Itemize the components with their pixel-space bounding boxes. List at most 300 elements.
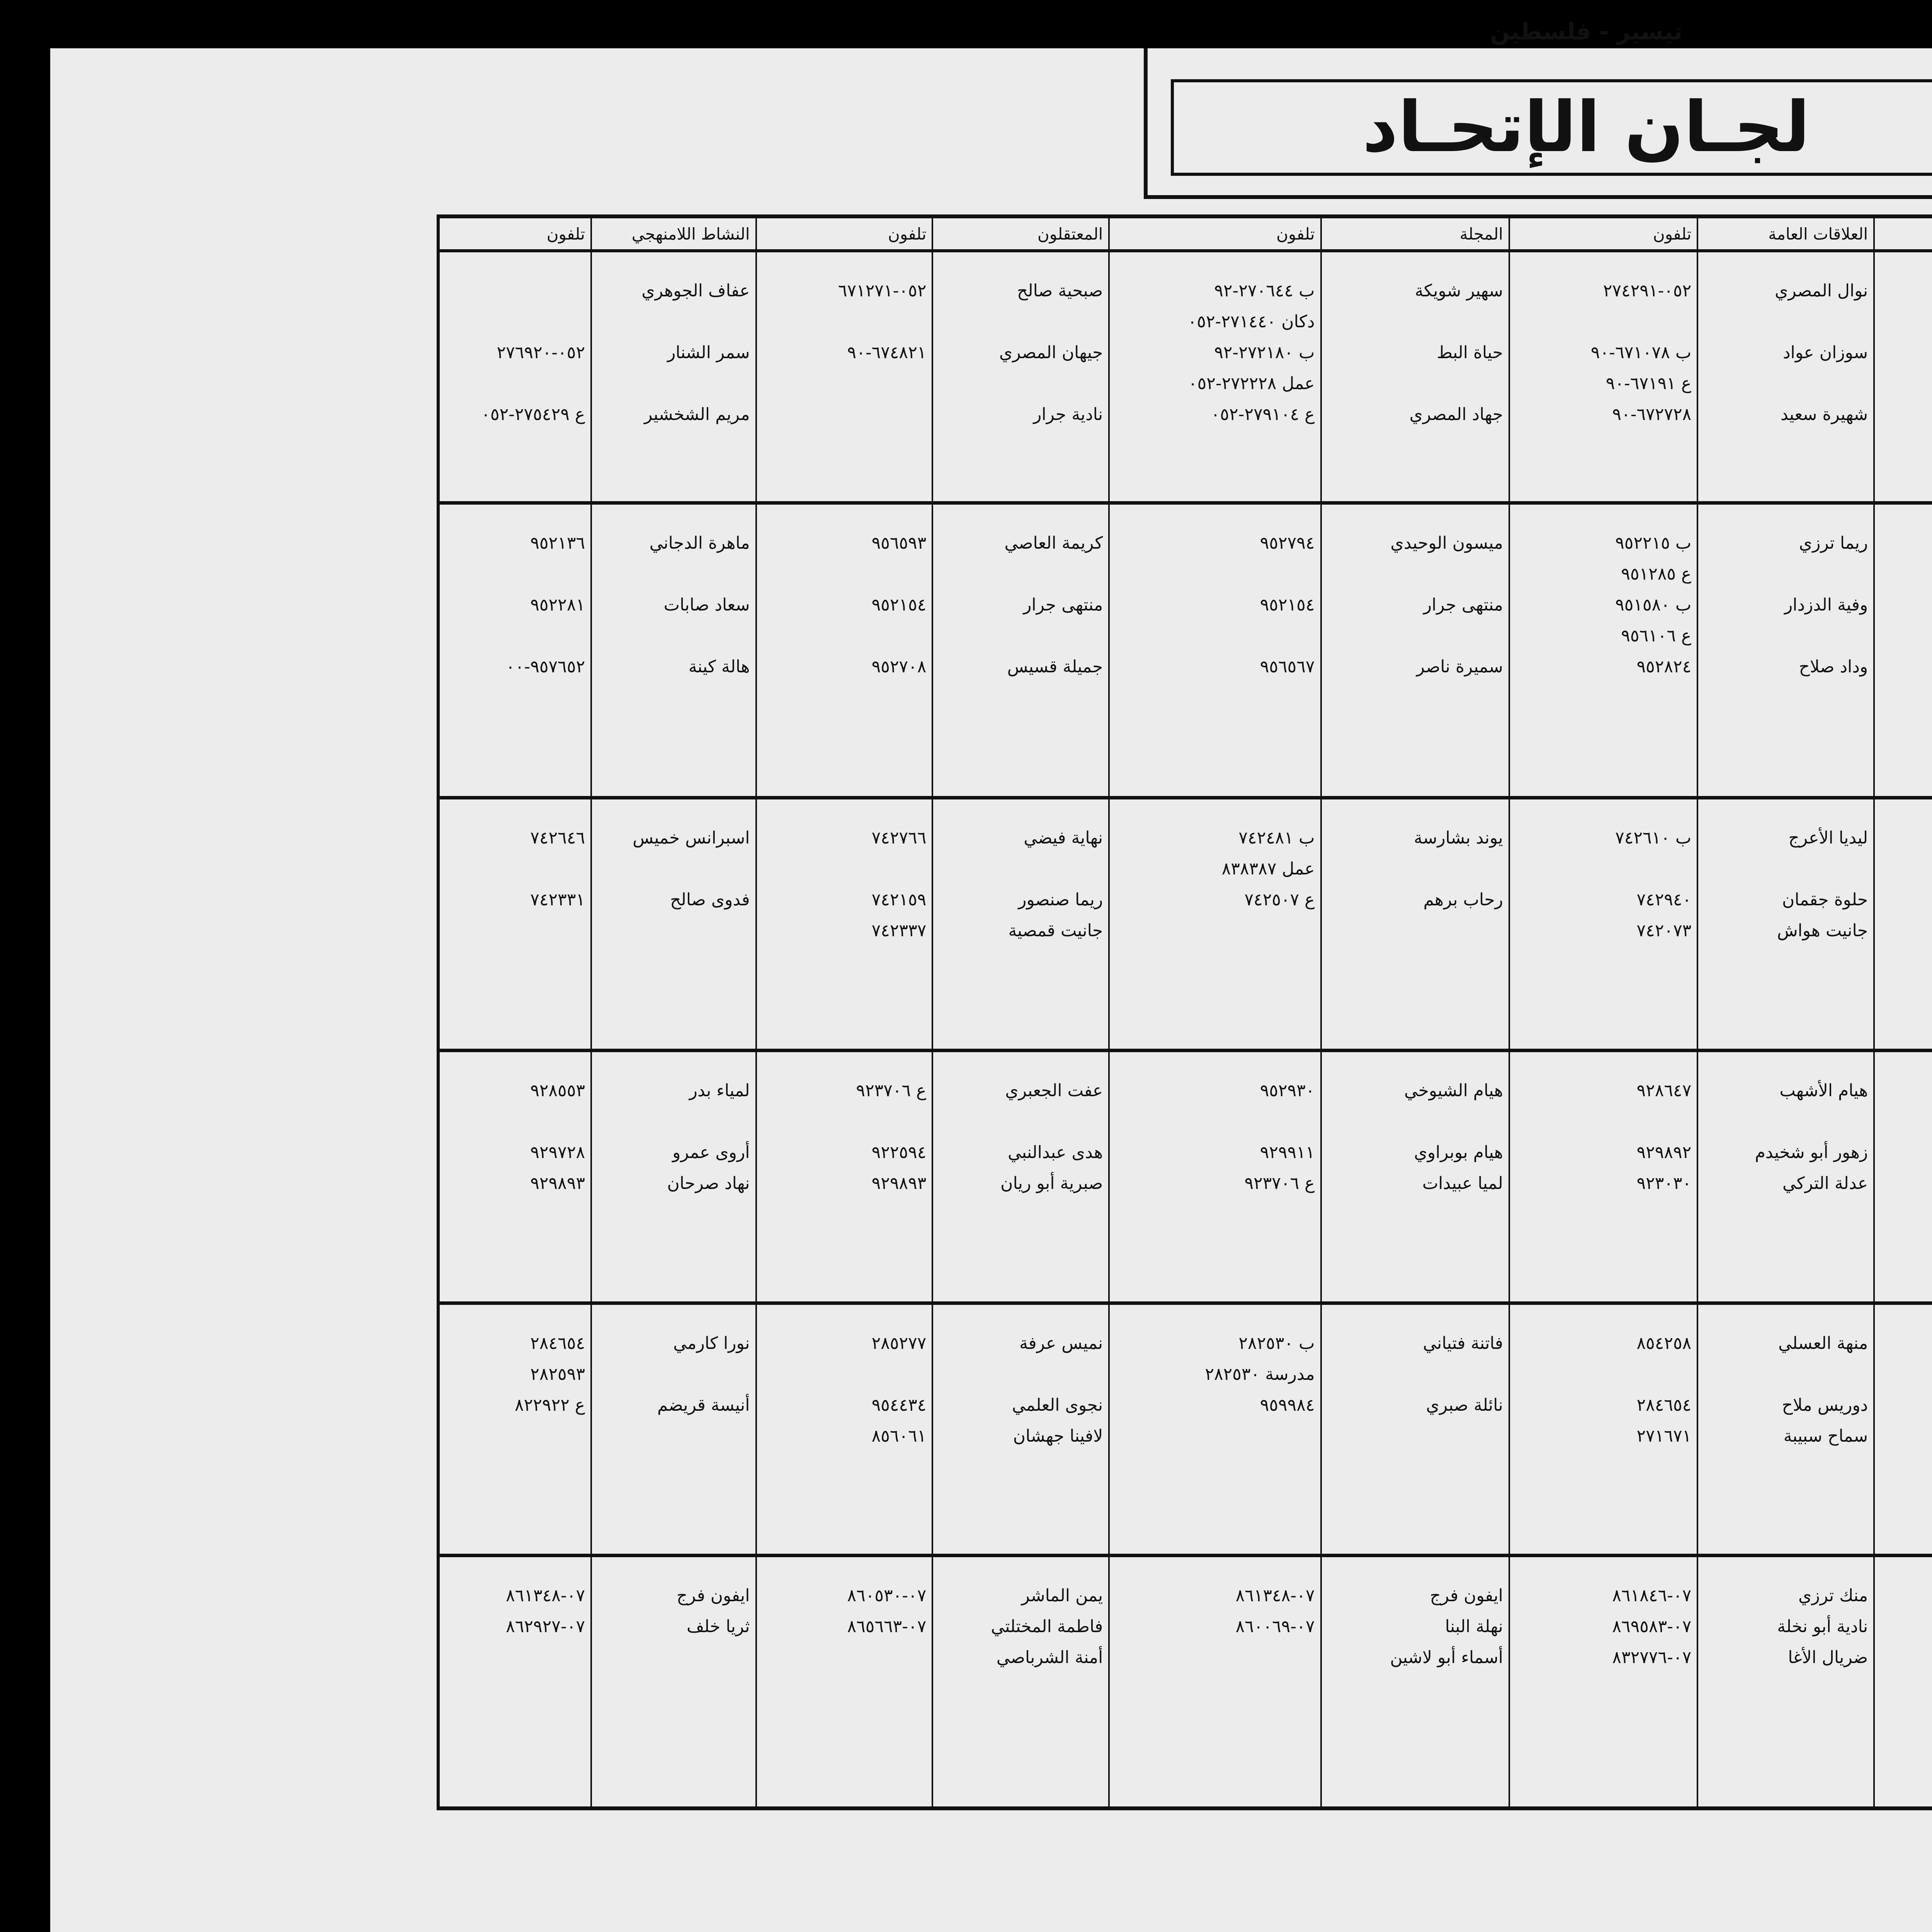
cell-line <box>445 1199 585 1230</box>
cell-line: نورا كارمي <box>673 1333 750 1353</box>
title-subheading: تيسير - فلسطين <box>1490 18 1683 45</box>
cell-line: لمياء بدر <box>689 1080 750 1100</box>
table-cell <box>438 798 591 1051</box>
cell-line: عفاف الجوهري <box>641 281 750 301</box>
cell-line <box>762 1673 927 1704</box>
cell-line: مدرسة ٢٨٢٥٣٠ <box>1205 1364 1315 1384</box>
cell-line: ٩٥٢٧٠٨ <box>871 657 927 677</box>
document-page <box>50 18 1932 1932</box>
cell-line: يوند بشارسة <box>1414 828 1503 848</box>
cell-line: نوال المصري <box>1775 281 1868 301</box>
cell-line: ب ٢٧٠٦٤٤-٩٢ <box>1214 281 1315 301</box>
table-cell <box>756 251 933 503</box>
column-header: تلفون <box>1509 216 1697 251</box>
table-cell <box>591 1556 756 1808</box>
table-cell <box>1321 503 1509 798</box>
cell-line: اسبرانس خميس <box>633 828 750 848</box>
cell-line <box>597 1452 750 1483</box>
cell-line <box>597 368 750 399</box>
cell-line <box>597 1421 750 1452</box>
table-cell <box>591 251 756 503</box>
table-cell <box>1509 1556 1697 1808</box>
cell-line <box>597 1642 750 1673</box>
cell-line <box>1880 682 1932 713</box>
cell-line: ب ٦٧١٠٧٨-٩٠ <box>1590 343 1692 362</box>
cell-line: أنيسة قريضم <box>657 1395 750 1415</box>
table-cell <box>756 798 933 1051</box>
cell-line: ٧٤٢٠٧٣ <box>1636 921 1692 941</box>
cell-line: مريم الشخشير <box>644 405 750 424</box>
cell-line <box>1115 1642 1315 1673</box>
cell-line: جهاد المصري <box>1409 405 1503 424</box>
cell-line <box>1515 306 1691 337</box>
cell-line: ٠٧-٨٦٥٦٦٣ <box>847 1617 927 1637</box>
table-cell <box>1109 1556 1321 1808</box>
cell-line: ٠٧-٨٦١٨٤٦ <box>1612 1586 1692 1606</box>
cell-line: ماهرة الدجاني <box>649 533 750 553</box>
cell-line: وداد صلاح <box>1799 657 1868 677</box>
cell-line: جانيت هواش <box>1777 921 1868 941</box>
table-cell <box>1509 503 1697 798</box>
cell-line <box>1115 621 1315 651</box>
cell-line: فدوى صالح <box>670 890 750 910</box>
cell-line: ع ٢٧٥٤٢٩-٠٥٢ <box>481 405 585 424</box>
cell-line <box>1515 1673 1691 1704</box>
cell-line <box>1880 1075 1932 1106</box>
cell-line <box>762 306 927 337</box>
cell-line <box>1115 1199 1315 1230</box>
cell-line <box>1115 559 1315 590</box>
column-header <box>1874 216 1932 251</box>
cell-line <box>445 1106 585 1137</box>
cell-line: ٦٧٢٧٢٨-٩٠ <box>1612 405 1692 424</box>
table-cell <box>438 251 591 503</box>
cell-line: زهور أبو شخيدم <box>1755 1142 1868 1162</box>
table-cell <box>932 1050 1109 1303</box>
table-cell <box>1697 251 1874 503</box>
cell-line <box>597 1704 750 1735</box>
cell-line: عمل ٢٧٢٢٢٨-٠٥٢ <box>1188 374 1315 393</box>
cell-line: منتهى جرار <box>1023 595 1103 615</box>
cell-line: ٩٥٢٧٩٤ <box>1260 533 1315 553</box>
cell-line <box>939 621 1103 651</box>
cell-line <box>445 306 585 337</box>
cell-line <box>597 559 750 590</box>
cell-line: رحاب برهم <box>1423 890 1503 910</box>
cell-line: ٢٨٥٢٧٧ <box>871 1333 927 1353</box>
cell-line: ٩٢٣٠٣٠ <box>1636 1173 1692 1193</box>
cell-line: سميرة ناصر <box>1416 657 1503 677</box>
cell-line <box>1704 621 1868 651</box>
cell-line <box>1880 915 1932 946</box>
cell-line <box>1327 621 1503 651</box>
cell-line <box>1115 915 1315 946</box>
table-cell <box>1697 503 1874 798</box>
cell-line: ٩٥٢٩٣٠ <box>1260 1080 1315 1100</box>
cell-line: ٩٥٩٩٨٤ <box>1260 1395 1315 1415</box>
cell-line <box>1880 854 1932 884</box>
cell-line <box>1880 1611 1932 1642</box>
cell-line <box>939 1673 1103 1704</box>
cell-line: صبحية صالح <box>1017 281 1103 301</box>
cell-line: ٩٢٩٧٢٨ <box>530 1142 585 1162</box>
cell-line <box>1327 1421 1503 1452</box>
cell-line: ٢٨٤٦٥٤ <box>530 1333 585 1353</box>
cell-line <box>1515 1199 1691 1230</box>
cell-line: شهيرة سعيد <box>1780 405 1868 424</box>
cell-line: ب ٢٨٢٥٣٠ <box>1238 1333 1315 1353</box>
cell-line <box>1880 559 1932 590</box>
cell-line: نادية جرار <box>1033 405 1103 424</box>
cell-line <box>1880 1580 1932 1611</box>
cell-line: ٩٥٦٥٦٧ <box>1260 657 1315 677</box>
cell-line: ميسون الوحيدي <box>1390 533 1503 553</box>
cell-line: ع ٦٧١٩١-٩٠ <box>1605 374 1692 393</box>
cell-line: ٨٥٦٠٦١ <box>871 1426 927 1446</box>
cell-line: ٢٧١٦٧١ <box>1636 1426 1692 1446</box>
cell-line <box>1880 276 1932 306</box>
cell-line: ايفون فرج <box>677 1586 750 1606</box>
cell-line: ٠٧-٨٦٩٥٨٣ <box>1612 1617 1692 1637</box>
cell-line <box>1704 559 1868 590</box>
cell-line <box>939 306 1103 337</box>
cell-line <box>445 559 585 590</box>
table-cell <box>1509 1050 1697 1303</box>
cell-line <box>1880 1106 1932 1137</box>
cell-line <box>939 1199 1103 1230</box>
cell-line <box>597 1359 750 1390</box>
cell-line: ٠٥٢-٢٧٤٢٩١ <box>1603 281 1692 301</box>
cell-line: ٩٥٦٥٩٣ <box>871 533 927 553</box>
cell-line <box>1880 946 1932 977</box>
cell-line <box>1327 1106 1503 1137</box>
cell-line <box>445 1452 585 1483</box>
cell-line <box>1880 1328 1932 1359</box>
cell-line <box>762 1199 927 1230</box>
cell-line <box>762 399 927 430</box>
cell-line <box>1115 1452 1315 1483</box>
cell-line <box>939 1359 1103 1390</box>
cell-line <box>1880 528 1932 559</box>
cell-line <box>445 854 585 884</box>
page-title: لجـان الإتحـاد <box>1362 87 1810 168</box>
table-cell <box>932 1556 1109 1808</box>
cell-line <box>1327 854 1503 884</box>
cell-line: نميس عرفة <box>1019 1333 1103 1353</box>
cell-line: هالة كينة <box>688 657 750 677</box>
cell-line: ٧٤٢٣٣٧ <box>871 921 927 941</box>
table-cell <box>438 1556 591 1808</box>
column-header: تلفون <box>756 216 933 251</box>
cell-line: ٠٥٢-٦٧١٢٧١ <box>838 281 927 301</box>
cell-line <box>762 368 927 399</box>
table-cell <box>438 503 591 798</box>
cell-line <box>1880 1642 1932 1673</box>
title-frame <box>1171 79 1932 176</box>
cell-line: ٠٧-٨٦٠٥٣٠ <box>847 1586 927 1606</box>
cell-line <box>939 559 1103 590</box>
cell-line: يمن الماشر <box>1021 1586 1103 1606</box>
cell-line: ب ٢٧٢١٨٠-٩٢ <box>1214 343 1315 362</box>
cell-line <box>1704 1199 1868 1230</box>
cell-line: ٩٥٢١٣٦ <box>530 533 585 553</box>
cell-line <box>597 854 750 884</box>
table-cell <box>1321 1050 1509 1303</box>
table-cell <box>1109 503 1321 798</box>
cell-line <box>1327 1452 1503 1483</box>
cell-line <box>1327 915 1503 946</box>
cell-line <box>762 946 927 977</box>
table-cell <box>1109 798 1321 1051</box>
cell-line: ٠٧-٨٦١٣٤٨ <box>506 1586 585 1606</box>
cell-line: ٩٥٢١٥٤ <box>871 595 927 615</box>
cell-line <box>445 368 585 399</box>
table-header-row <box>438 216 1932 251</box>
cell-line: ب ٧٤٢٦١٠ <box>1615 828 1692 848</box>
cell-line <box>1704 1359 1868 1390</box>
cell-line: هيام الأشهب <box>1779 1080 1868 1100</box>
committees-table-wrapper <box>437 214 1932 1810</box>
table-cell <box>1874 503 1932 798</box>
cell-line: عمل ٨٣٨٣٨٧ <box>1221 859 1315 879</box>
cell-line: لافينا جهشان <box>1013 1426 1103 1446</box>
table-cell <box>1509 798 1697 1051</box>
cell-line <box>1704 1452 1868 1483</box>
cell-line <box>1880 1421 1932 1452</box>
cell-line <box>1880 368 1932 399</box>
column-header: تلفون <box>438 216 591 251</box>
title-box <box>1144 18 1932 199</box>
cell-line <box>445 1704 585 1735</box>
cell-line: ٩٢٨٦٤٧ <box>1636 1080 1692 1100</box>
cell-line: سمر الشنار <box>667 343 750 362</box>
cell-line <box>1704 1106 1868 1137</box>
cell-line <box>1880 651 1932 682</box>
cell-line <box>1327 1704 1503 1735</box>
cell-line: ٧٤٢٧٦٦ <box>871 828 927 848</box>
cell-line <box>762 1704 927 1735</box>
cell-line <box>1704 1673 1868 1704</box>
cell-line: هدى عبدالنبي <box>1008 1142 1103 1162</box>
cell-line: سماح سبيبة <box>1783 1426 1868 1446</box>
cell-line <box>762 854 927 884</box>
cell-line <box>1327 1673 1503 1704</box>
cell-line: منتهى جرار <box>1423 595 1503 615</box>
table-cell <box>1109 1303 1321 1556</box>
cell-line: نهاية فيضي <box>1024 828 1103 848</box>
cell-line: عفت الجعبري <box>1005 1080 1103 1100</box>
cell-line: ٩٢٩٨٩٣ <box>871 1173 927 1193</box>
cell-line <box>1704 946 1868 977</box>
branch-row <box>438 1556 1932 1808</box>
cell-line <box>762 1359 927 1390</box>
table-cell <box>591 798 756 1051</box>
cell-line: عدلة التركي <box>1782 1173 1868 1193</box>
table-cell <box>1321 1556 1509 1808</box>
cell-line: ريما ترزي <box>1799 533 1868 553</box>
table-cell <box>932 251 1109 503</box>
cell-line <box>1327 1199 1503 1230</box>
cell-line: ع ٢٧٩١٠٤-٠٥٢ <box>1211 405 1315 424</box>
cell-line <box>1880 1168 1932 1199</box>
table-cell <box>756 503 933 798</box>
cell-line <box>1515 1359 1691 1390</box>
committees-table <box>437 214 1932 1810</box>
cell-line: ٩٢٩٩١١ <box>1260 1142 1315 1162</box>
cell-line: ايفون فرج <box>1430 1586 1503 1606</box>
column-header: المجلة <box>1321 216 1509 251</box>
cell-line <box>1704 368 1868 399</box>
cell-line: ع ٧٤٢٥٠٧ <box>1244 890 1315 910</box>
cell-line: ب ٧٤٢٤٨١ <box>1238 828 1315 848</box>
cell-line <box>1327 368 1503 399</box>
cell-line: أروى عمرو <box>672 1142 750 1162</box>
cell-line: ٧٤٢٦٤٦ <box>530 828 585 848</box>
table-cell <box>1874 1556 1932 1808</box>
cell-line <box>1115 1106 1315 1137</box>
cell-line: صبرية أبو ريان <box>1000 1173 1103 1193</box>
table-cell <box>591 1050 756 1303</box>
cell-line: دكان ٢٧١٤٤٠-٠٥٢ <box>1187 312 1315 332</box>
cell-line <box>762 621 927 651</box>
cell-line <box>1327 1359 1503 1390</box>
cell-line <box>1327 559 1503 590</box>
table-cell <box>932 503 1109 798</box>
cell-line <box>1880 823 1932 854</box>
cell-line: نهاد صرحان <box>667 1173 750 1193</box>
cell-line: ب ٩٥١٥٨٠ <box>1615 595 1692 615</box>
column-header: النشاط اللامنهجي <box>591 216 756 251</box>
cell-line <box>939 1106 1103 1137</box>
cell-line <box>597 1199 750 1230</box>
cell-line: ٠٧-٨٦٢٩٢٧ <box>506 1617 585 1637</box>
cell-line: ٠٧-٨٣٢٧٧٦ <box>1612 1648 1692 1668</box>
cell-line: جيهان المصري <box>999 343 1103 362</box>
cell-line: ٩٥٢٢٨١ <box>530 595 585 615</box>
cell-line: جميلة قسيس <box>1007 657 1103 677</box>
cell-line: ٧٤٢١٥٩ <box>871 890 927 910</box>
cell-line <box>1880 337 1932 368</box>
cell-line: نجوى العلمي <box>1012 1395 1103 1415</box>
cell-line <box>939 1704 1103 1735</box>
cell-line <box>597 1673 750 1704</box>
cell-line: ٨٥٤٢٥٨ <box>1636 1333 1692 1353</box>
table-cell <box>1509 251 1697 503</box>
cell-line <box>1515 1452 1691 1483</box>
table-cell <box>591 503 756 798</box>
cell-line: ٩٢٩٨٩٣ <box>530 1173 585 1193</box>
cell-line <box>1880 1673 1932 1704</box>
cell-line: ٧٤٢٩٤٠ <box>1636 890 1692 910</box>
cell-line: فاتنة فتياني <box>1423 1333 1503 1353</box>
cell-line <box>1115 1673 1315 1704</box>
cell-line <box>939 1452 1103 1483</box>
cell-line: ع ٨٢٢٩٢٢ <box>515 1395 585 1415</box>
cell-line <box>445 1421 585 1452</box>
table-cell <box>1697 1050 1874 1303</box>
cell-line: ٠٧-٨٦١٣٤٨ <box>1235 1586 1315 1606</box>
cell-line: ٢٨٤٦٥٤ <box>1636 1395 1692 1415</box>
cell-line <box>1880 1452 1932 1483</box>
branch-row <box>438 798 1932 1051</box>
branch-row <box>438 1050 1932 1303</box>
cell-line <box>939 854 1103 884</box>
cell-line: ٦٧٤٨٢١-٩٠ <box>847 343 927 362</box>
cell-line: وفية الدزدار <box>1784 595 1868 615</box>
cell-line <box>597 1106 750 1137</box>
cell-line: منهة العسلي <box>1778 1333 1868 1353</box>
cell-line: حياة البط <box>1437 343 1503 362</box>
column-header: المعتقلون <box>932 216 1109 251</box>
table-cell <box>1321 251 1509 503</box>
table-cell <box>932 798 1109 1051</box>
cell-line <box>1880 590 1932 621</box>
branch-row <box>438 251 1932 503</box>
branch-row <box>438 503 1932 798</box>
cell-line <box>1880 1137 1932 1168</box>
cell-line <box>1327 306 1503 337</box>
cell-line <box>1880 621 1932 651</box>
cell-line: سعاد صابات <box>663 595 750 615</box>
table-cell <box>1321 798 1509 1051</box>
cell-line: ع ٩٢٣٧٠٦ <box>1244 1173 1315 1193</box>
cell-line <box>1115 1704 1315 1735</box>
cell-line <box>445 1642 585 1673</box>
cell-line: ٩٥٧٦٥٢-٠٠ <box>506 657 585 677</box>
table-cell <box>1874 798 1932 1051</box>
cell-line <box>1880 1704 1932 1735</box>
table-cell <box>1874 1050 1932 1303</box>
cell-line: أمنة الشرباصي <box>996 1648 1103 1668</box>
cell-line <box>1880 884 1932 915</box>
cell-line <box>1515 1704 1691 1735</box>
cell-line: ٩٥٢١٥٤ <box>1260 595 1315 615</box>
cell-line <box>597 621 750 651</box>
cell-line <box>445 276 585 306</box>
cell-line: فاطمة المختلتي <box>991 1617 1103 1637</box>
cell-line: سهير شويكة <box>1415 281 1503 301</box>
cell-line <box>1515 946 1691 977</box>
cell-line <box>1704 1704 1868 1735</box>
cell-line: ليديا الأعرج <box>1788 828 1868 848</box>
table-cell <box>756 1303 933 1556</box>
cell-line <box>1115 1421 1315 1452</box>
table-cell <box>1874 1303 1932 1556</box>
cell-line <box>597 306 750 337</box>
cell-line: ضريال الأغا <box>1788 1648 1868 1668</box>
cell-line: ريما صنصور <box>1018 890 1103 910</box>
cell-line: ٠٧-٨٦٠٠٦٩ <box>1235 1617 1315 1637</box>
cell-line <box>1704 854 1868 884</box>
cell-line <box>445 946 585 977</box>
table-cell <box>1321 1303 1509 1556</box>
cell-line: منك ترزي <box>1798 1586 1868 1606</box>
table-cell <box>1109 1050 1321 1303</box>
cell-line: سوزان عواد <box>1783 343 1868 362</box>
cell-line <box>1327 946 1503 977</box>
cell-line <box>762 1452 927 1483</box>
cell-line: دوريس ملاح <box>1782 1395 1868 1415</box>
cell-line <box>597 946 750 977</box>
cell-line <box>1115 946 1315 977</box>
cell-line: ع ٩٥١٢٨٥ <box>1621 564 1692 584</box>
cell-line <box>597 915 750 946</box>
column-header: تلفون <box>1109 216 1321 251</box>
table-cell <box>438 1303 591 1556</box>
cell-line <box>1880 1390 1932 1421</box>
cell-line: نهلة البنا <box>1445 1617 1503 1637</box>
cell-line <box>939 368 1103 399</box>
